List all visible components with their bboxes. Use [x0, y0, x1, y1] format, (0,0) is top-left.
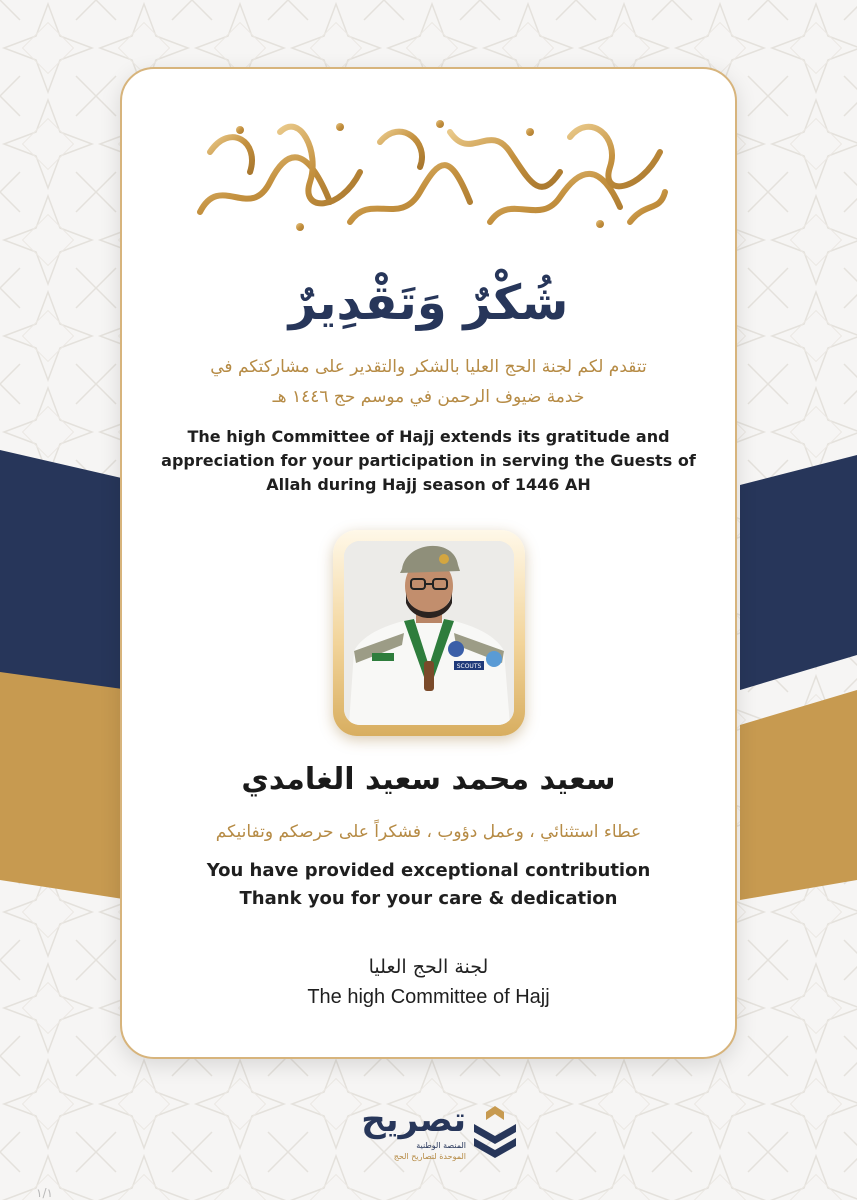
committee-name-arabic: لجنة الحج العليا [368, 956, 489, 978]
intro-arabic-line-1: تتقدم لكم لجنة الحج العليا بالشكر والتقدير على مشاركتكم في [210, 357, 647, 377]
thanks-english-line-1: You have provided exceptional contribution [206, 860, 651, 881]
thanks-text-english [150, 857, 707, 913]
intro-english-line-3: Allah during Hajj season of 1446 AH [266, 475, 591, 494]
intro-arabic-line-2: خدمة ضيوف الرحمن في موسم حج ١٤٤٦ هـ [272, 387, 585, 407]
intro-english-line-1: The high Committee of Hajj extends its gratitude and [187, 427, 670, 446]
page-number: ١/١ [36, 1186, 53, 1200]
intro-text-english [150, 425, 707, 497]
logo-subtitle-2: الموحدة لتصاريح الحج [393, 1152, 466, 1161]
certificate-title-arabic: شُكْرٌ وَتَقْدِيرٌ [288, 275, 569, 331]
committee-name-english: The high Committee of Hajj [307, 986, 550, 1008]
scouts-badge: SCOUTS [456, 663, 482, 670]
logo-wordmark: تصريح [361, 1100, 466, 1140]
tasreeh-logo-mark-icon [470, 1104, 520, 1162]
intro-text-arabic [160, 352, 697, 412]
recipient-name: سعيد محمد سعيد الغامدي [241, 762, 616, 797]
logo-subtitle-1: المنصة الوطنية [416, 1141, 466, 1150]
thanks-text-arabic: عطاء استثنائي ، وعمل دؤوب ، فشكراً على حرصكم وتفانيكم [215, 822, 642, 842]
scout-portrait-photo [344, 541, 514, 725]
arabic-calligraphy-art [190, 112, 670, 237]
intro-english-line-2: appreciation for your participation in serving the Guests of [161, 451, 696, 470]
thanks-english-line-2: Thank you for your care & dedication [239, 888, 618, 909]
